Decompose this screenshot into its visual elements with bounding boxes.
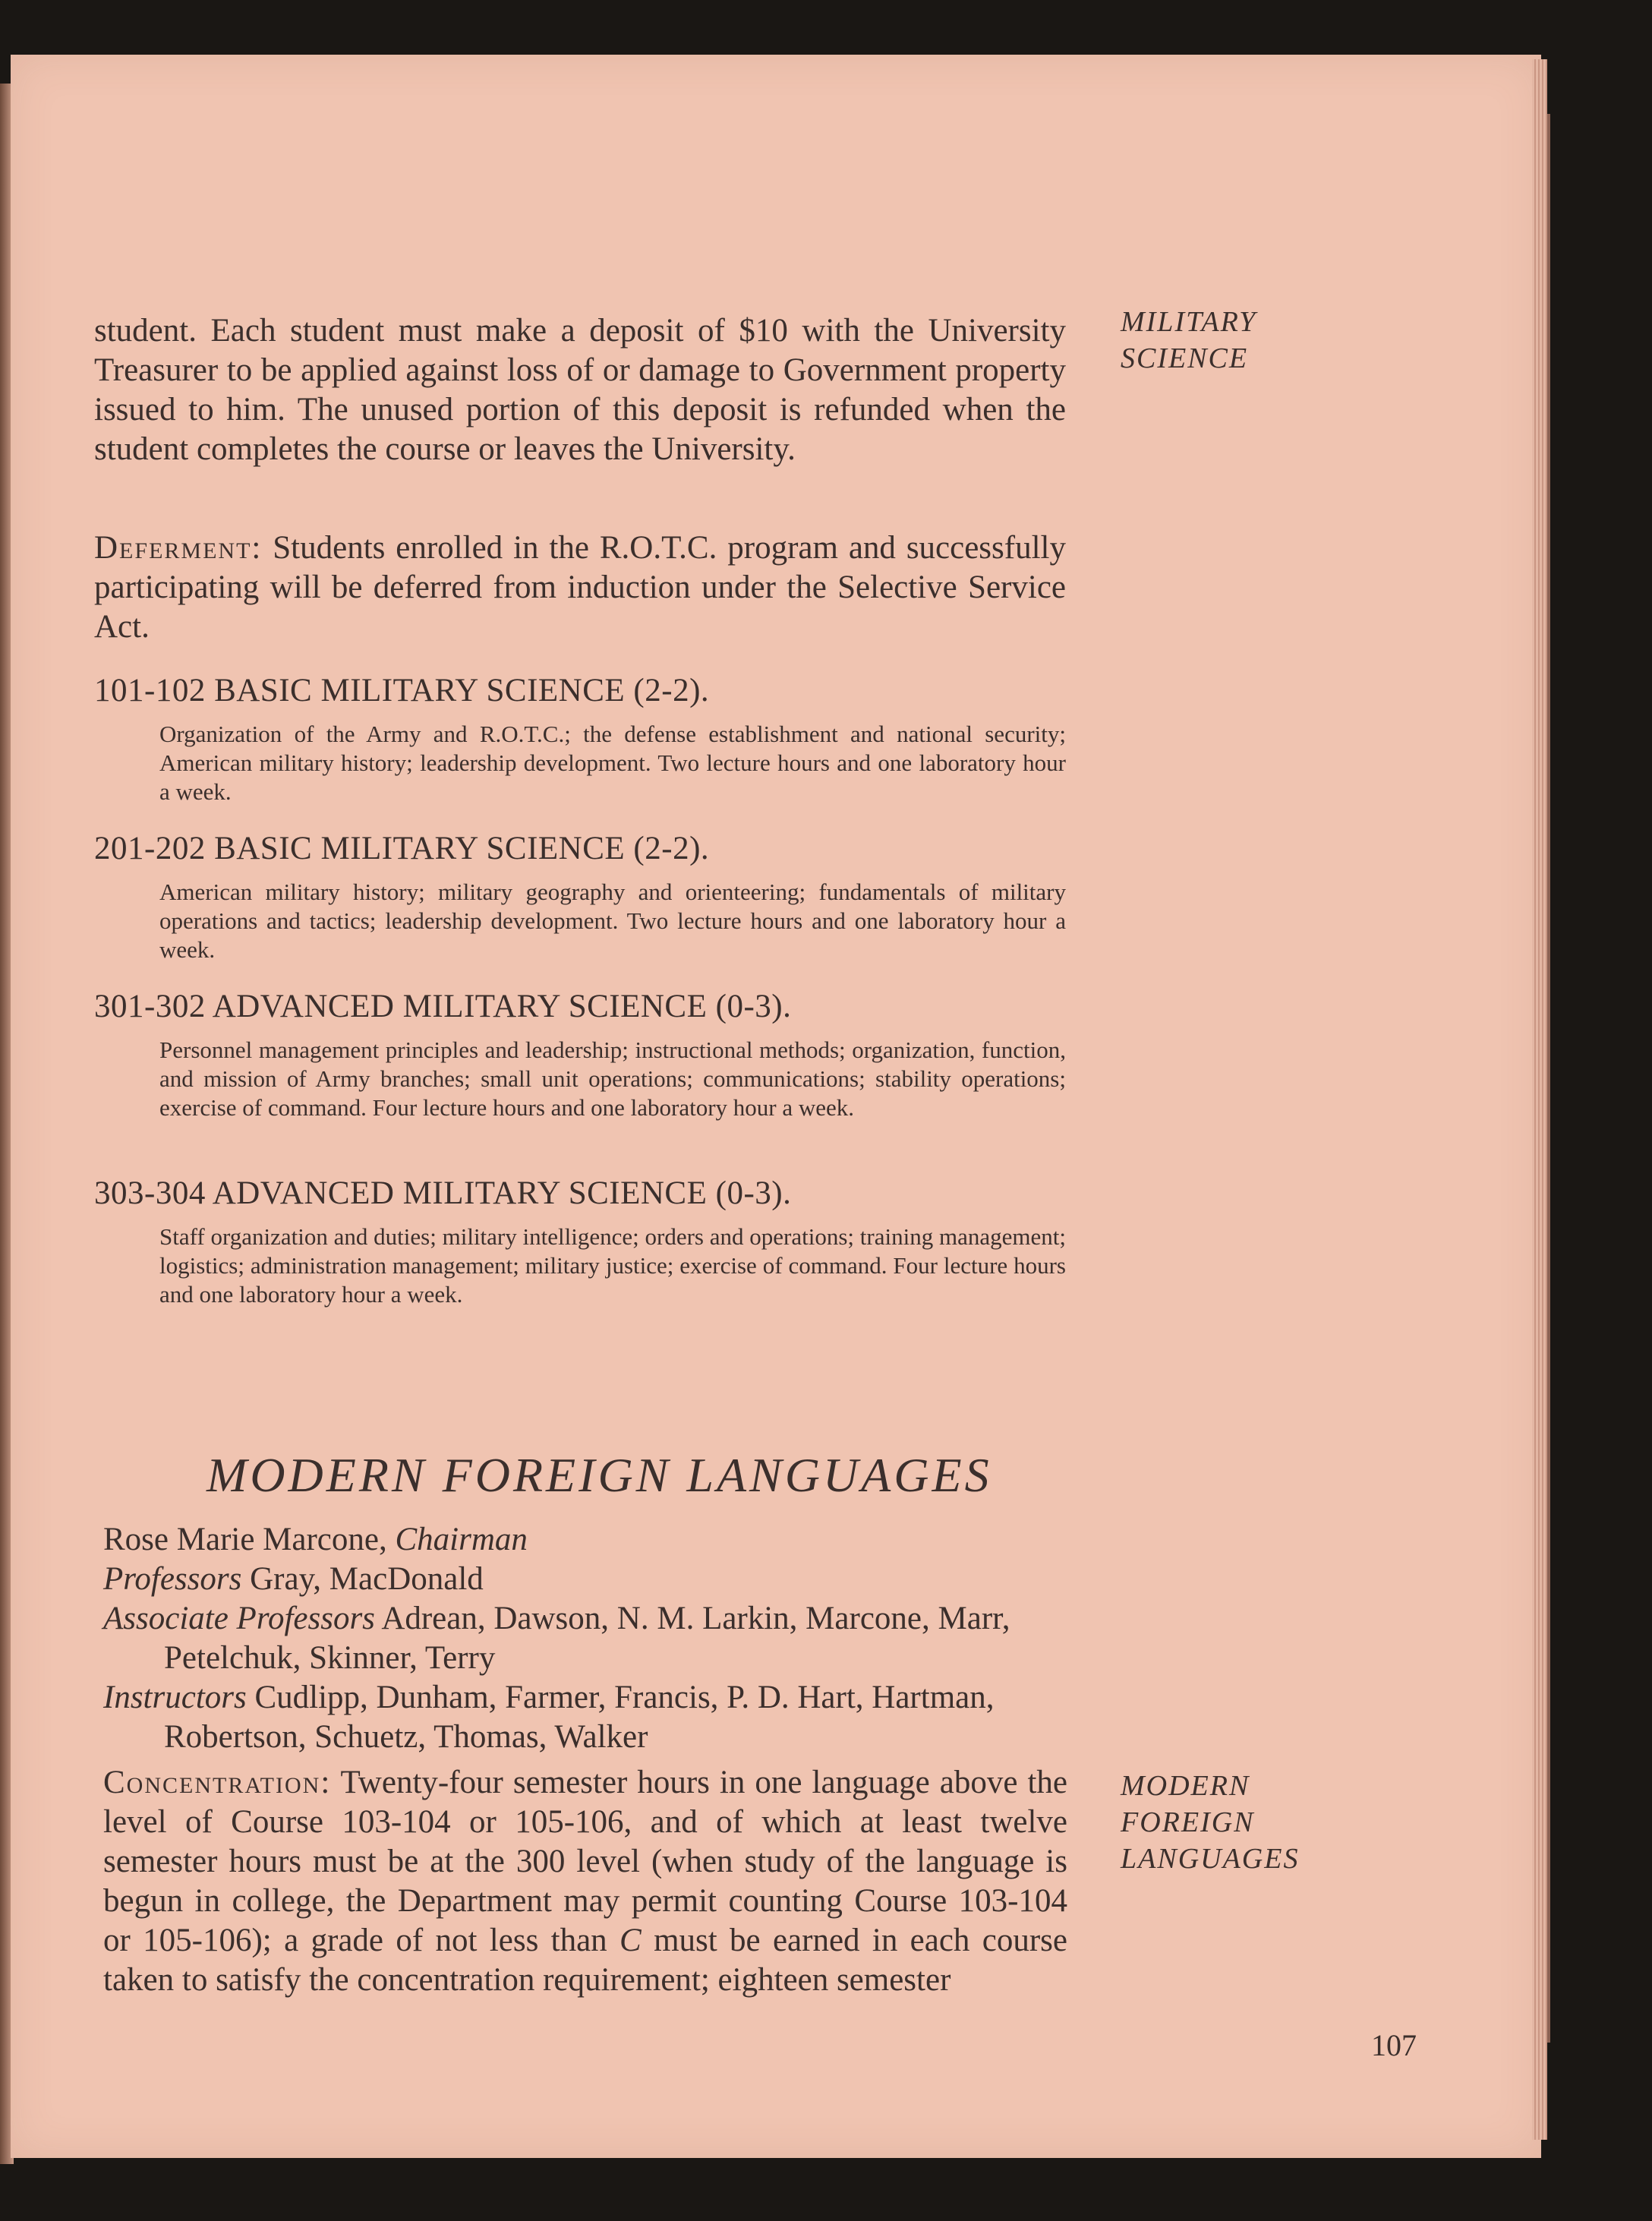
- margin-head-line: MODERN: [1121, 1770, 1250, 1802]
- concentration-grade: C: [620, 1923, 642, 1958]
- chairman-title: Chairman: [395, 1522, 528, 1557]
- margin-head-line: LANGUAGES: [1121, 1843, 1300, 1875]
- deferment-paragraph: [94, 528, 1066, 647]
- concentration-label: Concentration:: [103, 1765, 332, 1800]
- page-edge-shadow: [1547, 114, 1550, 2043]
- instructors-label: Instructors: [103, 1680, 247, 1715]
- margin-head-line: FOREIGN: [1121, 1806, 1255, 1838]
- associate-professors-names: Adrean, Dawson, N. M. Larkin, Marcone, Marr,: [381, 1601, 1010, 1636]
- course-heading: 301-302 ADVANCED MILITARY SCIENCE (0-3).: [94, 989, 792, 1024]
- faculty-list: [103, 1520, 1067, 1757]
- course-description: Personnel management principles and leadership; instructional methods; organization, function, and mission of Army branches; small unit operations; communications; stability operations; exercise of command. Four lecture hours and one laboratory hour a week.: [159, 1036, 1066, 1121]
- course-301-302: [94, 987, 1066, 1122]
- deferment-label: Deferment:: [94, 530, 263, 566]
- concentration-text-continued: must be earned in each course taken to satisfy the concentration requirement; eighteen semester: [103, 1923, 1067, 1998]
- course-heading: 303-304 ADVANCED MILITARY SCIENCE (0-3).: [94, 1175, 792, 1211]
- course-303-304: [94, 1174, 1066, 1309]
- course-heading: 201-202 BASIC MILITARY SCIENCE (2-2).: [94, 831, 710, 866]
- associate-professors-label: Associate Professors: [103, 1601, 375, 1636]
- page-number: 107: [1371, 2028, 1417, 2062]
- concentration-paragraph: [103, 1763, 1067, 2000]
- instructors-continued: Robertson, Schuetz, Thomas, Walker: [164, 1719, 648, 1755]
- page-edges: [1532, 59, 1547, 2140]
- margin-head-military-science: [1121, 304, 1256, 377]
- course-description: Organization of the Army and R.O.T.C.; the defense establishment and national security; American military history; leadership development. Two lecture hours and one laboratory hour a week.: [159, 721, 1066, 805]
- course-201-202: [94, 829, 1066, 964]
- professors-line: [103, 1560, 1067, 1599]
- instructors-names: Cudlipp, Dunham, Farmer, Francis, P. D. Hart, Hartman,: [254, 1680, 995, 1715]
- margin-head-line: MILITARY: [1121, 306, 1257, 338]
- section-title: MODERN FOREIGN LANGUAGES: [206, 1448, 992, 1502]
- intro-paragraph: student. Each student must make a deposit of $10 with the University Treasurer to be applied against loss of or damage to Government property issued to him. The unused portion of this deposit is refunded when the student completes the course or leaves the University.: [94, 313, 1066, 467]
- course-description: Staff organization and duties; military intelligence; orders and operations; training management; logistics; administration management; military justice; exercise of command. Four lecture hours and one laboratory hour a week.: [159, 1223, 1066, 1308]
- margin-head-modern-foreign-languages: [1121, 1768, 1299, 1877]
- deferment-text: Students enrolled in the R.O.T.C. program and successfully participating will be deferred from induction under the Selective Service Act.: [94, 530, 1066, 645]
- concentration-text: Twenty-four semester hours in one language above the level of Course 103-104 or 105-106, and of which at least twelve semester hours must be at the 300 level (when study of the language is begun in college, the Department may permit counting Course 103-104 or 105-106); a grade of not less than: [103, 1765, 1067, 1958]
- instructors-line: [103, 1678, 1067, 1718]
- course-heading: 101-102 BASIC MILITARY SCIENCE (2-2).: [94, 673, 710, 708]
- course-101-102: [94, 671, 1066, 806]
- associate-professors-line: [103, 1599, 1067, 1639]
- course-description: American military history; military geography and orienteering; fundamentals of military operations and tactics; leadership development. Two lecture hours and one laboratory hour a week.: [159, 879, 1066, 963]
- margin-head-line: SCIENCE: [1121, 342, 1249, 374]
- associate-professors-continued: Petelchuk, Skinner, Terry: [164, 1640, 496, 1676]
- chairman-line: [103, 1520, 1067, 1560]
- professors-names: Gray, MacDonald: [250, 1561, 484, 1597]
- professors-label: Professors: [103, 1561, 242, 1597]
- chairman-name: Rose Marie Marcone,: [103, 1522, 387, 1557]
